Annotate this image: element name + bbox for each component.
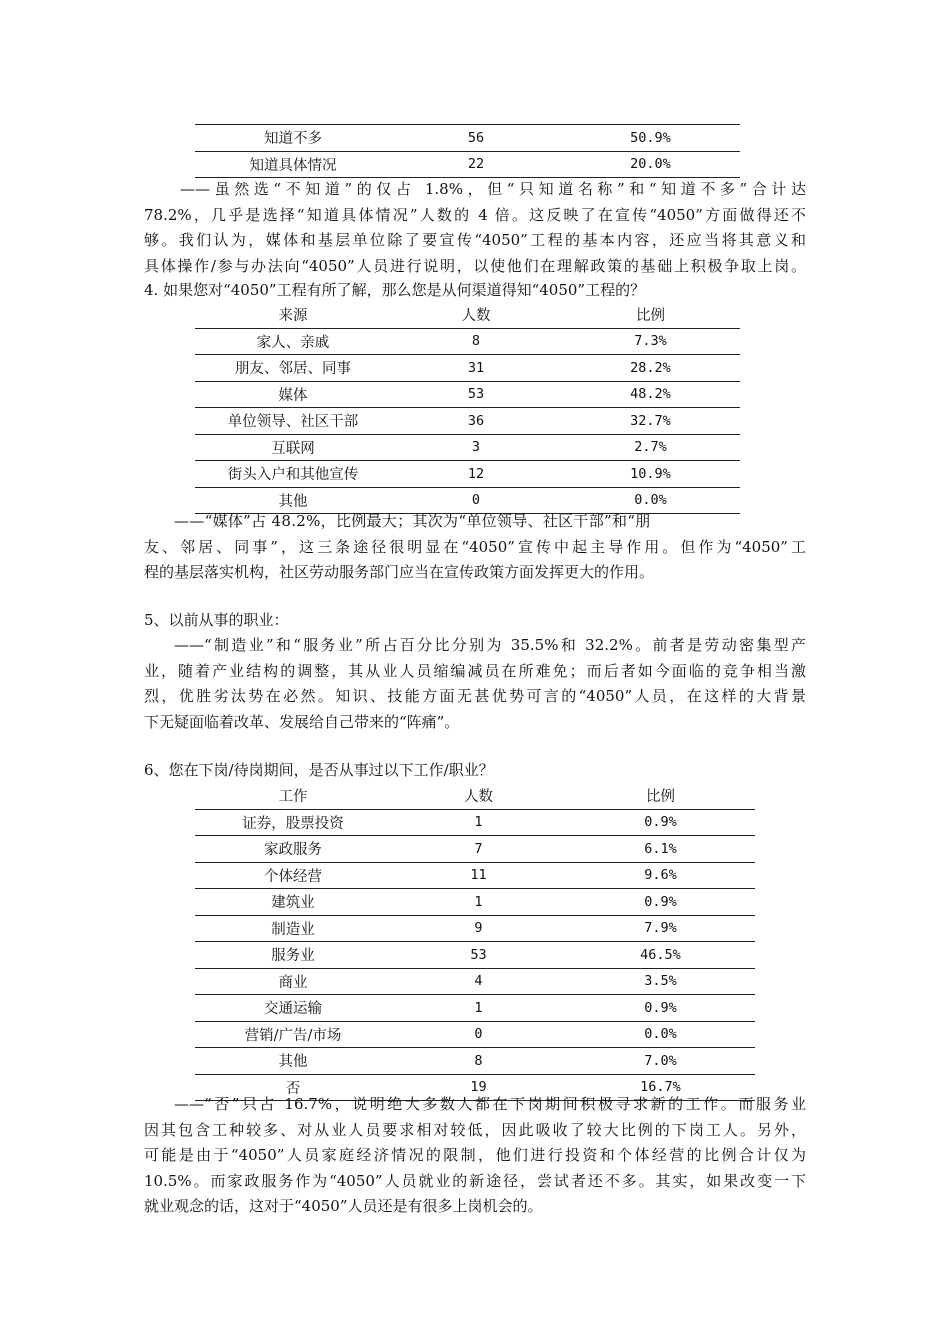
count-cell: 7: [391, 836, 566, 863]
category-cell: 街头入户和其他宣传: [195, 461, 391, 488]
source-channel-table-body: [195, 302, 740, 514]
question-6-title: 6、您在下岗/待岗期间，是否从事过以下工作/职业？: [144, 761, 494, 779]
count-cell: 0: [391, 487, 561, 514]
paragraph-line: 烈，优胜劣汰势在必然。知识、技能方面无甚优势可言的“4050”人员，在这样的大背景: [144, 687, 806, 705]
table-header-row: [195, 783, 755, 809]
count-cell: 0: [391, 1021, 566, 1048]
category-cell: 建筑业: [195, 889, 391, 916]
paragraph-line: 因其包含工种较多、对从业人员要求相对较低，因此吸收了较大比例的下岗工人。另外，: [144, 1120, 806, 1139]
job-during-layoff-table-body: [195, 783, 755, 1101]
count-cell: 56: [391, 125, 561, 152]
count-cell: 8: [391, 1048, 566, 1075]
count-cell: 1: [391, 809, 566, 836]
percent-cell: 0.9%: [566, 889, 755, 916]
percent-cell: 9.6%: [566, 862, 755, 889]
category-cell: 制造业: [195, 915, 391, 942]
percent-cell: 10.9%: [561, 461, 740, 488]
table-row: [195, 995, 755, 1022]
question-4-title: 4. 如果您对“4050”工程有所了解，那么您是从何渠道得知“4050”工程的？: [144, 281, 646, 299]
paragraph-line: 下无疑面临着改革、发展给自己带来的“阵痛”。: [144, 712, 460, 731]
column-header: 人数: [391, 302, 561, 328]
column-header: 工作: [195, 783, 391, 809]
paragraph-line: ——“制造业”和“服务业”所占百分比分别为 35.5%和 32.2%。前者是劳动密集型产: [174, 636, 806, 654]
percent-cell: 0.0%: [561, 487, 740, 514]
category-cell: 单位领导、社区干部: [195, 408, 391, 435]
paragraph-line: 可能是由于“4050”人员家庭经济情况的限制，他们进行投资和个体经营的比例合计仅为: [144, 1146, 806, 1164]
percent-cell: 7.0%: [566, 1048, 755, 1075]
category-cell: 朋友、邻居、同事: [195, 355, 391, 382]
percent-cell: 3.5%: [566, 968, 755, 995]
awareness-table-body: [195, 125, 740, 178]
count-cell: 31: [391, 355, 561, 382]
category-cell: 家政服务: [195, 836, 391, 863]
count-cell: 9: [391, 915, 566, 942]
count-cell: 11: [391, 862, 566, 889]
paragraph-line: ——虽然选“不知道”的仅占 1.8%，但“只知道名称”和“知道不多”合计达: [180, 180, 806, 198]
category-cell: 其他: [195, 1048, 391, 1075]
column-header: 人数: [391, 783, 566, 809]
table-row: [195, 381, 740, 408]
percent-cell: 48.2%: [561, 381, 740, 408]
paragraph-line: 10.5%。而家政服务作为“4050”人员就业的新途径，尝试者还不多。其实，如果改变一下: [144, 1171, 806, 1190]
category-cell: 证券，股票投资: [195, 809, 391, 836]
job-during-layoff-table: [195, 783, 755, 1101]
category-cell: 商业: [195, 968, 391, 995]
paragraph-line: 78.2%，几乎是选择“知道具体情况”人数的 4 倍。这反映了在宣传“4050”方面做得还不: [144, 205, 806, 224]
table-row: [195, 968, 755, 995]
category-cell: 个体经营: [195, 862, 391, 889]
source-analysis-paragraph: [144, 509, 806, 586]
table-row: [195, 408, 740, 435]
paragraph-line: 友、邻居、同事”，这三条途径很明显在“4050”宣传中起主导作用。但作为“4050”工: [144, 537, 806, 556]
awareness-analysis-paragraph: [144, 177, 806, 279]
percent-cell: 16.7%: [566, 1074, 755, 1101]
table-row: [195, 862, 755, 889]
table-row: [195, 461, 740, 488]
category-cell: 知道不多: [195, 125, 391, 152]
count-cell: 36: [391, 408, 561, 435]
category-cell: 家人、亲戚: [195, 328, 391, 355]
category-cell: 否: [195, 1074, 391, 1101]
category-cell: 交通运输: [195, 995, 391, 1022]
count-cell: 19: [391, 1074, 566, 1101]
table-row: [195, 809, 755, 836]
table-row: [195, 942, 755, 969]
percent-cell: 28.2%: [561, 355, 740, 382]
paragraph-line: 业，随着产业结构的调整，其从业人员缩编减员在所难免；而后者如今面临的竞争相当激: [144, 661, 806, 680]
percent-cell: 7.9%: [566, 915, 755, 942]
count-cell: 4: [391, 968, 566, 995]
percent-cell: 6.1%: [566, 836, 755, 863]
table-header-row: [195, 302, 740, 328]
table-row: [195, 1021, 755, 1048]
percent-cell: 46.5%: [566, 942, 755, 969]
table-row: [195, 434, 740, 461]
paragraph-line: 程的基层落实机构，社区劳动服务部门应当在宣传政策方面发挥更大的作用。: [144, 563, 655, 581]
column-header: 比例: [566, 783, 755, 809]
table-row: [195, 1048, 755, 1075]
count-cell: 22: [391, 151, 561, 178]
percent-cell: 7.3%: [561, 328, 740, 355]
column-header: 来源: [195, 302, 391, 328]
category-cell: 服务业: [195, 942, 391, 969]
paragraph-line: 就业观念的话，这对于“4050”人员还是有很多上岗机会的。: [144, 1197, 543, 1215]
category-cell: 营销/广告/市场: [195, 1021, 391, 1048]
awareness-table: [195, 124, 740, 178]
percent-cell: 2.7%: [561, 434, 740, 461]
count-cell: 53: [391, 381, 561, 408]
paragraph-line: ——“媒体”占 48.2%，比例最大；其次为“单位领导、社区干部”和“朋: [174, 512, 651, 530]
category-cell: 互联网: [195, 434, 391, 461]
percent-cell: 20.0%: [561, 151, 740, 178]
paragraph-line: 具体操作/参与办法向“4050”人员进行说明，以使他们在理解政策的基础上积极争取上岗。: [144, 256, 806, 275]
table-row: [195, 125, 740, 152]
percent-cell: 0.9%: [566, 995, 755, 1022]
percent-cell: 32.7%: [561, 408, 740, 435]
occupation-analysis-paragraph: [144, 633, 806, 735]
category-cell: 知道具体情况: [195, 151, 391, 178]
table-row: [195, 328, 740, 355]
source-channel-table: [195, 302, 740, 514]
percent-cell: 0.0%: [566, 1021, 755, 1048]
count-cell: 8: [391, 328, 561, 355]
category-cell: 其他: [195, 487, 391, 514]
percent-cell: 50.9%: [561, 125, 740, 152]
table-row: [195, 355, 740, 382]
job-analysis-paragraph: [144, 1092, 806, 1220]
question-5-title: 5、以前从事的职业：: [144, 611, 289, 629]
count-cell: 12: [391, 461, 561, 488]
category-cell: 媒体: [195, 381, 391, 408]
count-cell: 53: [391, 942, 566, 969]
column-header: 比例: [561, 302, 740, 328]
table-row: [195, 151, 740, 178]
table-row: [195, 915, 755, 942]
count-cell: 1: [391, 889, 566, 916]
percent-cell: 0.9%: [566, 809, 755, 836]
table-row: [195, 836, 755, 863]
paragraph-line: ——“否”只占 16.7%，说明绝大多数人都在下岗期间积极寻求新的工作。而服务业: [174, 1095, 806, 1113]
count-cell: 3: [391, 434, 561, 461]
table-row: [195, 889, 755, 916]
paragraph-line: 够。我们认为，媒体和基层单位除了要宣传“4050”工程的基本内容，还应当将其意义和: [144, 231, 806, 249]
count-cell: 1: [391, 995, 566, 1022]
